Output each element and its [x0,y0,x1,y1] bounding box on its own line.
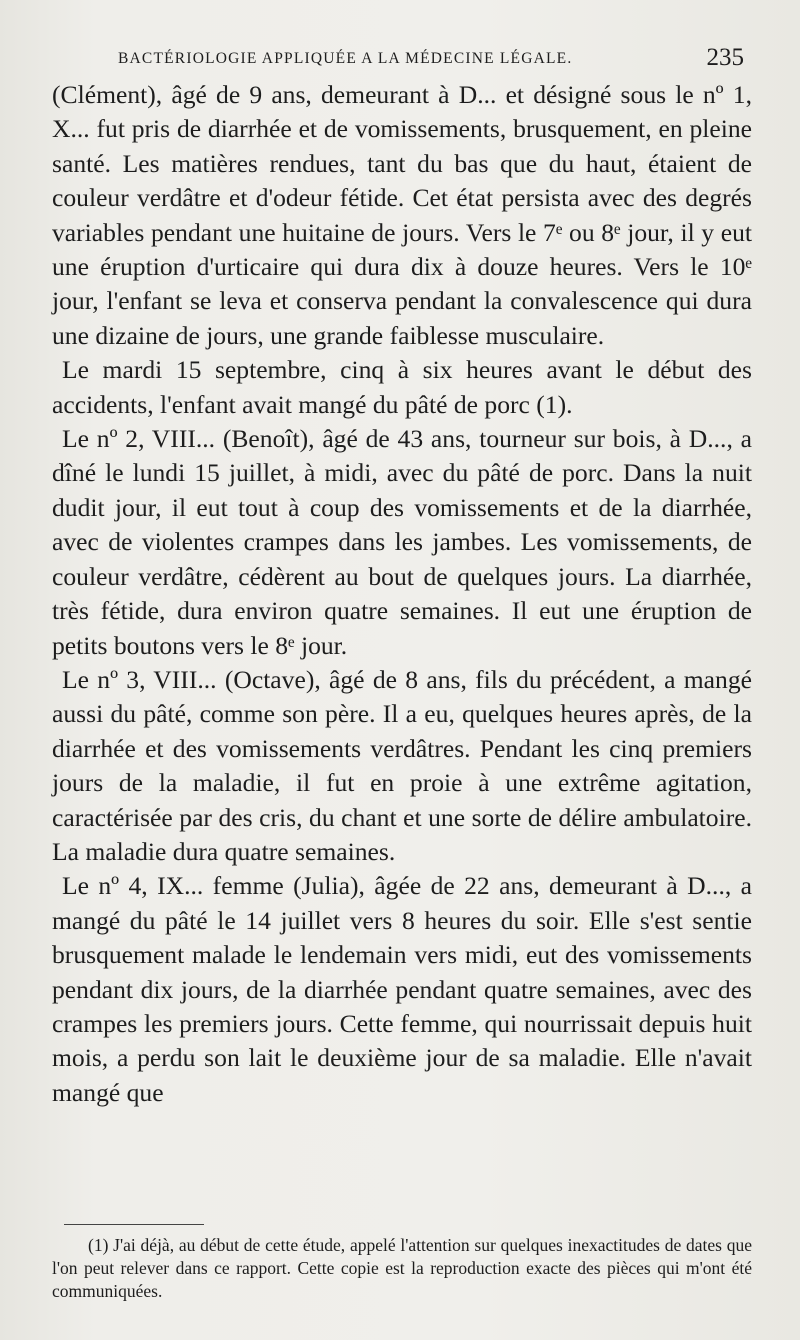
footnote-divider [64,1224,204,1225]
page-header [118,44,744,78]
running-title: BACTÉRIOLOGIE APPLIQUÉE A LA MÉDECINE LÉGALE. [118,50,573,67]
paragraph-julia: Le nº 4, IX... femme (Julia), âgée de 22 ans, demeurant à D..., a mangé du pâté le 14 juillet vers 8 heures du soir. Elle s'est sentie brusquement malade le lendemain vers midi, eut des vomissements pendant dix jours, de la diarrhée pendant quatre semaines, avec des crampes les premiers jours. Cette femme, qui nourrissait depuis huit mois, a perdu son lait le deuxième jour de sa maladie. Elle n'avait mangé que [52,871,752,1107]
paragraph-clement: (Clément), âgé de 9 ans, demeurant à D... et désigné sous le nº 1, X... fut pris de diarrhée et de vomissements, brusquement, en pleine santé. Les matières rendues, tant du bas que du haut, étaient de couleur verdâtre et d'odeur fétide. Cet état persista avec des degrés variables pendant une huitaine de jours. Vers le 7ᵉ ou 8ᵉ jour, il y eut une éruption d'urticaire qui dura dix à douze heures. Vers le 10ᵉ jour, l'enfant se leva et conserva pendant la convalescence qui dura une dizaine de jours, une grande faiblesse musculaire. [52,80,752,350]
footnote: (1) J'ai déjà, au début de cette étude, appelé l'attention sur quelques inexactitudes de dates que l'on peut relever dans ce rapport. Cette copie est la reproduction exacte des pièces qui m'ont été communiquées. [52,1235,752,1301]
paragraph-benoit: Le nº 2, VIII... (Benoît), âgé de 43 ans, tourneur sur bois, à D..., a dîné le lundi 15 juillet, à midi, avec du pâté de porc. Dans la nuit dudit jour, il eut tout à coup des vomissements et de la diarrhée, avec de violentes crampes dans les jambes. Les vomissements, de couleur verdâtre, cédèrent au bout de quelques jours. La diarrhée, très fétide, dura environ quatre semaines. Il eut une éruption de petits boutons vers le 8ᵉ jour. [52,424,752,660]
paragraph-mardi: Le mardi 15 septembre, cinq à six heures avant le début des accidents, l'enfant avait mangé du pâté de porc (1). [52,355,752,419]
body-text [52,78,752,1110]
paragraph-octave: Le nº 3, VIII... (Octave), âgé de 8 ans, fils du précédent, a mangé aussi du pâté, comme son père. Il a eu, quelques heures après, de la diarrhée et des vomissements verdâtres. Pendant les cinq premiers jours de la maladie, il fut en proie à une extrême agitation, caractérisée par des cris, du chant et une sorte de délire ambulatoire. La maladie dura quatre semaines. [52,664,752,866]
page-number: 235 [706,44,744,71]
